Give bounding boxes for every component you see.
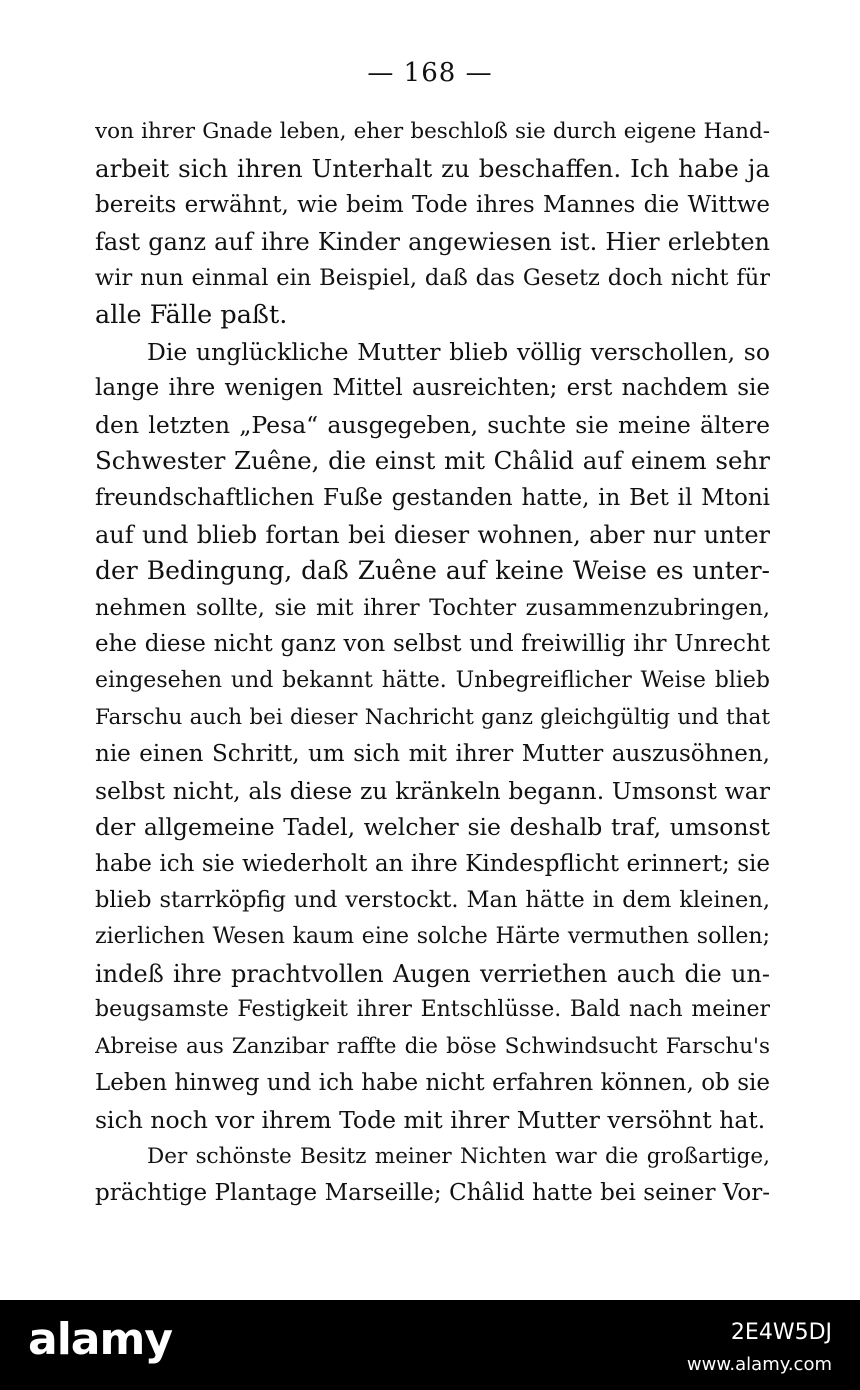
text-line: der Bedingung, daß Zuêne auf keine Weise es unter- [95, 556, 770, 586]
text-line: den letzten „Pesa“ ausgegeben, suchte sie meine ältere [95, 410, 770, 439]
text-line: Leben hinweg und ich habe nicht erfahren können, ob sie [95, 1070, 770, 1097]
text-line: nie einen Schritt, um sich mit ihrer Mutter auszusöhnen, [95, 741, 770, 768]
text-line: prächtige Plantage Marseille; Châlid hatte bei seiner Vor- [95, 1180, 770, 1207]
text-line: lange ihre wenigen Mittel ausreichten; erst nachdem sie [95, 375, 770, 402]
text-line: ehe diese nicht ganz von selbst und freiwillig ihr Unrecht [95, 631, 770, 658]
body-text [95, 114, 770, 1212]
alamy-logo: alamy [28, 1314, 172, 1365]
text-line: Die unglückliche Mutter blieb völlig verschollen, so [147, 337, 770, 366]
text-line: bereits erwähnt, wie beim Tode ihres Mannes die Wittwe [95, 192, 770, 219]
text-line: Farschu auch bei dieser Nachricht ganz gleichgültig und that [95, 704, 770, 730]
text-line: blieb starrköpfig und verstockt. Man hätte in dem kleinen, [95, 887, 770, 914]
text-line: alle Fälle paßt. [95, 299, 288, 330]
text-line: beugsamste Festigkeit ihrer Entschlüsse. Bald nach meiner [95, 997, 770, 1023]
text-line: nehmen sollte, sie mit ihrer Tochter zusammenzubringen, [95, 594, 770, 621]
text-line: fast ganz auf ihre Kinder angewiesen ist. Hier erlebten [95, 227, 770, 256]
site-url: www.alamy.com [686, 1354, 832, 1375]
text-line: arbeit sich ihren Unterhalt zu beschaffen. Ich habe ja [95, 153, 770, 183]
text-line: indeß ihre prachtvollen Augen verriethen auch die un- [95, 959, 770, 988]
text-line: sich noch vor ihrem Tode mit ihrer Mutter versöhnt hat. [95, 1106, 766, 1135]
text-line: auf und blieb fortan bei dieser wohnen, aber nur unter [95, 520, 770, 549]
text-line: von ihrer Gnade leben, eher beschloß sie durch eigene Hand- [95, 119, 770, 144]
text-line: eingesehen und bekannt hätte. Unbegreiflicher Weise blieb [95, 667, 770, 693]
text-line: zierlichen Wesen kaum eine solche Härte vermuthen sollen; [95, 924, 770, 950]
text-line: selbst nicht, als diese zu kränkeln begann. Umsonst war [95, 776, 770, 805]
text-line: habe ich sie wiederholt an ihre Kindespflicht erinnert; sie [95, 850, 770, 877]
text-line: Schwester Zuêne, die einst mit Châlid auf einem sehr [95, 446, 770, 476]
text-line: Abreise aus Zanzibar raffte die böse Schwindsucht Farschu's [95, 1033, 770, 1059]
text-line: freundschaftlichen Fuße gestanden hatte, in Bet il Mtoni [95, 484, 770, 511]
text-line: Der schönste Besitz meiner Nichten war die großartige, [147, 1143, 770, 1169]
text-line: wir nun einmal ein Beispiel, daß das Gesetz doch nicht für [95, 265, 770, 292]
page-number: — 168 — [367, 58, 493, 88]
watermark-banner [0, 1300, 860, 1390]
image-id: 2E4W5DJ [730, 1320, 832, 1345]
text-line: der allgemeine Tadel, welcher sie deshalb traf, umsonst [95, 813, 770, 842]
